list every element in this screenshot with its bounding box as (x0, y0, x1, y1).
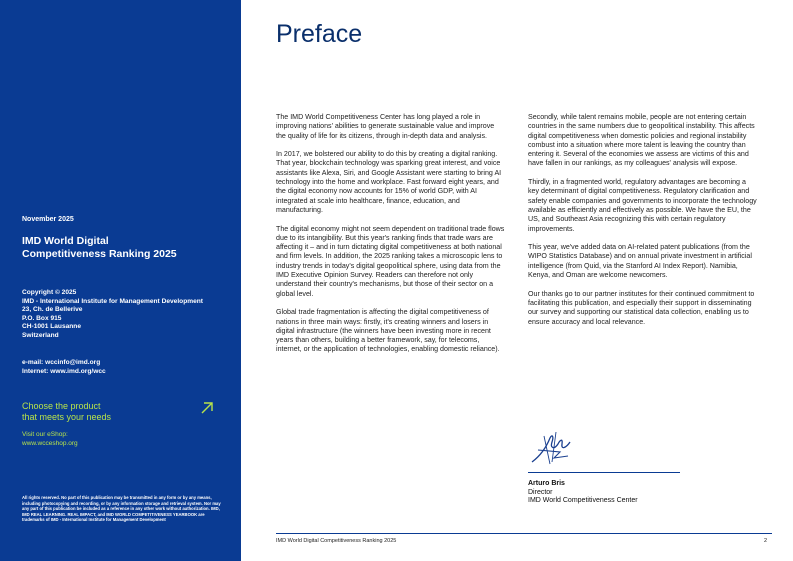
eshop-visit (22, 431, 222, 448)
eshop-link[interactable]: www.wcceshop.org (22, 439, 78, 447)
signer-org: IMD World Competitiveness Center (528, 497, 638, 505)
paragraph: In 2017, we bolstered our ability to do this by creating a digital ranking. That year, blockchain technology was sparking great interest, and voice assistants like Alexa, Siri, and Google Assistant were starting to bring AI technology into the home and workplace. Fast forward eight years, and the digital economy now accounts for 15% of world GDP, with AI integrated at scale into healthcare, finance, education, and manufacturing. (276, 150, 502, 214)
paragraph: Our thanks go to our partner institutes for their continued commitment to facilitating this publication, and especially their support in disseminating our survey and supporting our statistical data collection, enabling us to ensure accuracy and local relevance. (528, 289, 755, 326)
eshop-headline (22, 401, 222, 423)
page-number: 2 (764, 538, 768, 544)
copyright-line: P.O. Box 915 (22, 314, 62, 322)
arrow-up-right-icon[interactable] (199, 400, 215, 416)
eshop-headline-line: that meets your needs (22, 412, 112, 422)
footer-rule (276, 533, 772, 534)
footer-title: IMD World Digital Competitiveness Ranking 2025 (276, 538, 397, 544)
paragraph: This year, we've added data on AI-related patent publications (from the WIPO Statistics Database) and on annual private investment in artificial intelligence (from Quid, via the Stanford AI Index Report). Namibia, Kenya, and Oman are welcome newcomers. (528, 243, 752, 280)
copyright-line: CH-1001 Lausanne (22, 323, 81, 331)
publication-date: November 2025 (22, 216, 74, 223)
email-link[interactable]: e-mail: wccinfo@imd.org (22, 359, 101, 366)
sidebar (0, 0, 241, 561)
preface-column-left (276, 113, 506, 364)
eshop-promo[interactable] (22, 401, 222, 448)
signature-line (528, 472, 680, 473)
copyright-block (22, 289, 203, 341)
signer-block (528, 480, 638, 506)
copyright-line: Copyright © 2025 (22, 289, 77, 296)
signer-role: Director (528, 488, 553, 496)
paragraph: Global trade fragmentation is affecting the digital competitiveness of nations in three main ways: firstly, it's creating winners and losers in digital infrastructure (the winners have been investing more in recent years than others, building a better framework, say, for telecoms, internet, or the application of technologies, enabling domestic reliance). (276, 308, 500, 354)
report-title (22, 235, 222, 261)
signature-icon (528, 428, 583, 468)
eshop-headline-line: Choose the product (22, 401, 101, 411)
report-title-line: Competitiveness Ranking 2025 (22, 248, 177, 260)
paragraph: Thirdly, in a fragmented world, regulatory advantages are becoming a key determinant of digital competitiveness. Regulatory clarification and safety enable companies and governments to incorporate the technology available as efficiently and effectively as possible. We have the EU, the US, and Southeast Asia recognizing this with certain regulatory improvements. (528, 178, 757, 233)
paragraph: The IMD World Competitiveness Center has long played a role in improving nations' abilities to generate sustainable value and improve the quality of life for its citizens, through in-depth data and analysis. (276, 113, 495, 140)
preface-column-right (528, 113, 758, 336)
paragraph: Secondly, while talent remains mobile, people are not entering certain countries in the same numbers due to geopolitical instability. This affects digital competitiveness when domestic policies and regional instability combust into a situation where more talent is leaving the country than entering it. Several of the economies we assess are victims of this and have fallen in our rankings, as my colleagues' analysis will expose. (528, 113, 755, 168)
paragraph: The digital economy might not seem dependent on traditional trade flows due to its intangibility. But this year's ranking finds that trade wars are affecting it – and in turn dictating digital competitiveness at both national and firm levels. In addition, the 2025 ranking takes a microscopic lens to industry trends in today's digital geopolitical sphere, using data from the IMD Executive Opinion Survey. Readers can therefore not only understand their country's mechanisms, but those of their sector on a global level. (276, 224, 505, 298)
contact-block (22, 359, 106, 376)
page-title: Preface (276, 20, 363, 48)
report-title-line: IMD World Digital (22, 235, 109, 247)
copyright-line: IMD - International Institute for Management Development (22, 297, 203, 305)
signer-name: Arturo Bris (528, 480, 565, 487)
eshop-visit-label: Visit our eShop: (22, 431, 68, 438)
copyright-line: Switzerland (22, 331, 59, 339)
copyright-line: 23, Ch. de Bellerive (22, 306, 83, 314)
website-link[interactable]: Internet: www.imd.org/wcc (22, 367, 106, 375)
rights-notice: All rights reserved. No part of this publication may be transmitted in any form or by any means, including photocopying and recording, or by any information storage and retrieval system. Nor may any part of this publication be included as a reference in any other work without authorization. IMD, IMD REAL LEARNING. REAL IMPACT, and IMD WORLD COMPETITIVENESS YEARBOOK are trademarks of IMD - International Institute for Management Development (22, 495, 221, 523)
